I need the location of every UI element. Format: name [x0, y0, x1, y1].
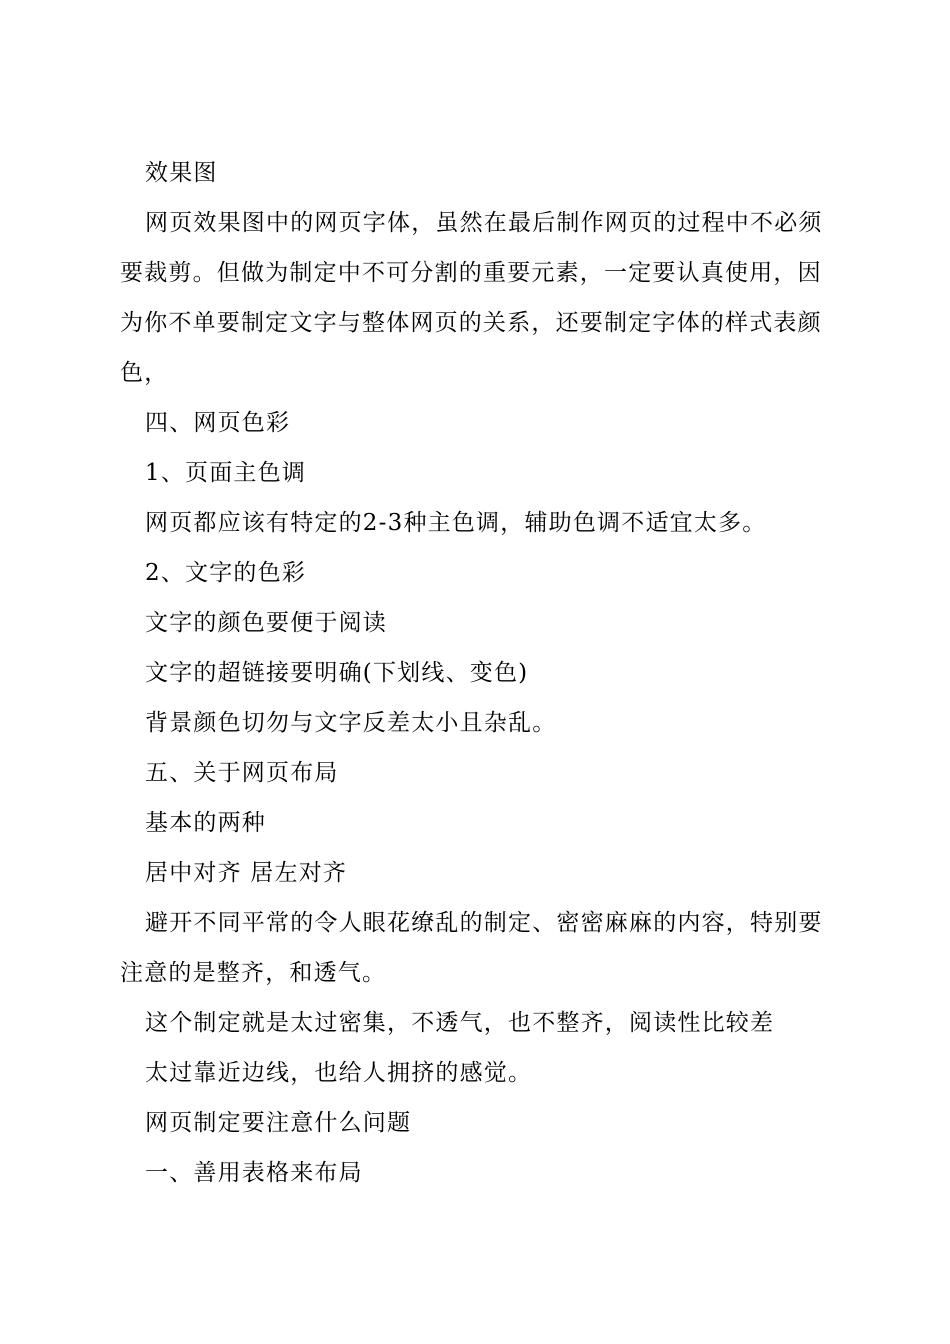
paragraph-effect-heading: 效果图: [145, 160, 218, 186]
paragraph-hyperlink: 文字的超链接要明确(下划线、变色): [145, 660, 529, 686]
subheading-text-color: 2、文字的色彩: [145, 560, 307, 586]
paragraph-too-dense: 这个制定就是太过密集，不透气，也不整齐，阅读性比较差: [145, 1010, 775, 1036]
paragraph-font-usage: 网页效果图中的网页字体，虽然在最后制作网页的过程中不必须要裁剪。但做为制定中不可分割的重要元素，一定要认真使用，因为你不单要制定文字与整体网页的关系，还要制定字体的样式表颜色，: [120, 210, 823, 386]
subheading-main-tone: 1、页面主色调: [145, 460, 307, 486]
section-heading-tables: 一、善用表格来布局: [145, 1160, 363, 1186]
paragraph-two-types: 基本的两种: [145, 810, 266, 836]
section-heading-color: 四、网页色彩: [145, 410, 291, 436]
paragraph-alignment: 居中对齐 居左对齐: [145, 860, 348, 886]
paragraph-main-tone: 网页都应该有特定的2-3种主色调，辅助色调不适宜太多。: [145, 510, 767, 536]
heading-design-issues: 网页制定要注意什么问题: [145, 1110, 412, 1136]
paragraph-too-close: 太过靠近边线，也给人拥挤的感觉。: [145, 1060, 533, 1086]
document-body: [120, 148, 840, 1198]
paragraph-readable-color: 文字的颜色要便于阅读: [145, 610, 387, 636]
paragraph-avoid-clutter: 避开不同平常的令人眼花缭乱的制定、密密麻麻的内容，特别要注意的是整齐，和透气。: [120, 910, 823, 986]
section-heading-layout: 五、关于网页布局: [145, 760, 339, 786]
paragraph-background-contrast: 背景颜色切勿与文字反差太小且杂乱。: [145, 710, 557, 736]
